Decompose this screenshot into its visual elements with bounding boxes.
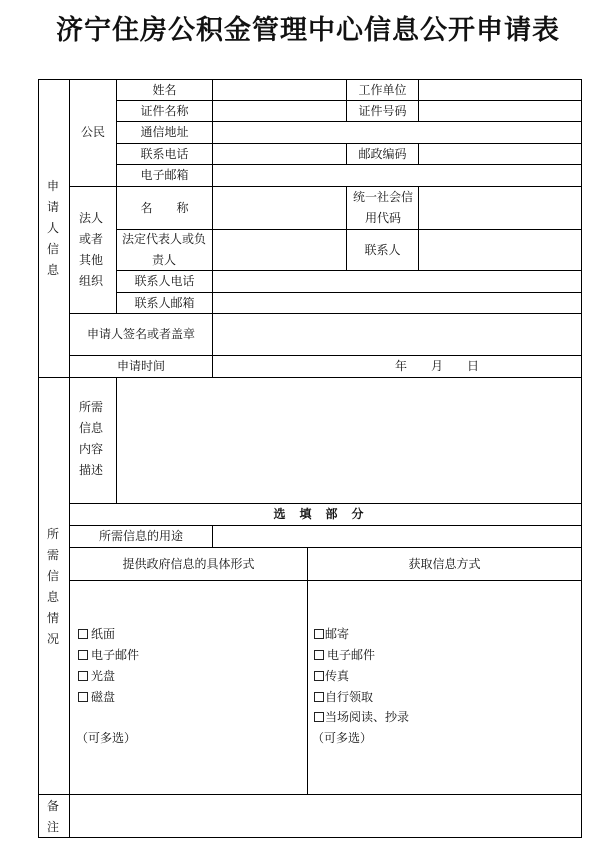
option-fax[interactable]: 传真 — [314, 669, 349, 683]
label-postcode: 邮政编码 — [358, 146, 407, 161]
label-credit-code: 统一社会信用代码 — [352, 190, 413, 225]
group-organization: 法人或者其他组织 — [79, 211, 104, 288]
label-remarks: 备注 — [46, 799, 59, 834]
optional-section-header: 选填部分 — [273, 507, 378, 521]
label-format-header: 提供政府信息的具体形式 — [122, 556, 255, 571]
field-name[interactable] — [213, 79, 346, 100]
option-paper[interactable]: 纸面 — [78, 627, 115, 641]
field-remarks[interactable] — [70, 795, 581, 837]
field-postcode[interactable] — [419, 143, 581, 164]
checkbox-icon[interactable] — [314, 671, 324, 681]
field-description[interactable] — [117, 377, 581, 503]
field-email[interactable] — [213, 164, 581, 186]
checkbox-icon[interactable] — [314, 712, 324, 722]
label-signature: 申请人签名或者盖章 — [86, 327, 195, 341]
field-id-type[interactable] — [213, 100, 346, 121]
label-description: 所需信息内容描述 — [79, 400, 104, 477]
checkbox-icon[interactable] — [78, 650, 88, 660]
option-onsite-read[interactable]: 当场阅读、抄录 — [314, 710, 409, 724]
option-cd[interactable]: 光盘 — [78, 669, 115, 683]
field-id-number[interactable] — [419, 100, 581, 121]
checkbox-icon[interactable] — [314, 692, 324, 702]
label-purpose: 所需信息的用途 — [98, 529, 183, 543]
label-phone: 联系电话 — [140, 146, 189, 161]
label-legal-rep: 法定代表人或负责人 — [122, 232, 207, 267]
field-credit-code[interactable] — [419, 186, 581, 229]
apply-date[interactable]: 年 月 日 — [394, 359, 479, 373]
label-address: 通信地址 — [140, 125, 189, 139]
checkbox-icon[interactable] — [314, 629, 324, 639]
method-multi-note: （可多选） — [312, 731, 373, 745]
label-workplace: 工作单位 — [358, 82, 407, 97]
label-id-type: 证件名称 — [140, 103, 189, 118]
checkbox-icon[interactable] — [78, 692, 88, 702]
checkbox-icon[interactable] — [314, 650, 324, 660]
label-email: 电子邮箱 — [140, 168, 189, 182]
field-contact-email[interactable] — [213, 292, 581, 313]
label-org-name: 名 称 — [140, 200, 189, 215]
label-contact-email: 联系人邮箱 — [134, 295, 195, 310]
option-email[interactable]: 电子邮件 — [78, 648, 139, 662]
field-address[interactable] — [213, 121, 581, 143]
field-phone[interactable] — [213, 143, 346, 164]
label-method-header: 获取信息方式 — [408, 556, 481, 571]
field-contact[interactable] — [419, 229, 581, 270]
option-self-pickup[interactable]: 自行领取 — [314, 690, 373, 704]
format-multi-note: （可多选） — [76, 731, 137, 745]
field-legal-rep[interactable] — [213, 229, 346, 270]
option-disk[interactable]: 磁盘 — [78, 690, 115, 704]
checkbox-icon[interactable] — [78, 671, 88, 681]
label-apply-time: 申请时间 — [116, 359, 165, 373]
section-info-needed: 所需信息情况 — [46, 527, 59, 646]
field-contact-phone[interactable] — [213, 270, 581, 292]
field-signature[interactable] — [213, 313, 581, 355]
checkbox-icon[interactable] — [78, 629, 88, 639]
label-contact: 联系人 — [364, 242, 401, 257]
field-org-name[interactable] — [213, 186, 346, 229]
option-mail[interactable]: 邮寄 — [314, 627, 349, 641]
option-method-email[interactable]: 电子邮件 — [314, 648, 375, 662]
label-contact-phone: 联系人电话 — [134, 274, 195, 288]
label-name: 姓名 — [152, 82, 177, 97]
group-citizen: 公民 — [80, 125, 105, 139]
field-workplace[interactable] — [419, 79, 581, 100]
form-title: 济宁住房公积金管理中心信息公开申请表 — [56, 15, 560, 46]
section-applicant-info: 申请人信息 — [46, 179, 59, 277]
label-id-number: 证件号码 — [358, 103, 407, 118]
field-purpose[interactable] — [213, 525, 581, 547]
